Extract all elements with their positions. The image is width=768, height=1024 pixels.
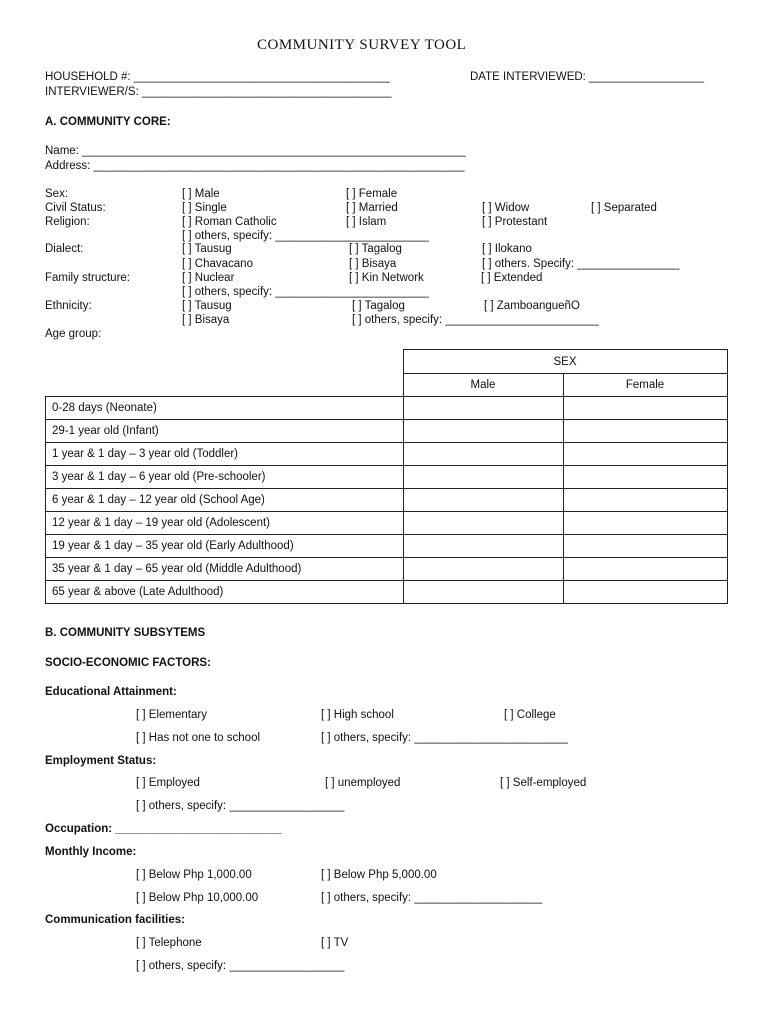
- income-label: Monthly Income:: [45, 846, 137, 858]
- female-cell[interactable]: [563, 443, 727, 466]
- male-cell[interactable]: [403, 466, 563, 489]
- page-title: COMMUNITY SURVEY TOOL: [257, 37, 467, 53]
- age-row-label: 29-1 year old (Infant): [46, 420, 404, 443]
- comm-tv-checkbox[interactable]: [ ] TV: [321, 937, 349, 949]
- sex-header: SEX: [403, 350, 727, 374]
- emp-others-field[interactable]: [ ] others, specify: __________________: [136, 800, 345, 812]
- female-cell[interactable]: [563, 581, 727, 604]
- family-nuclear-checkbox[interactable]: [ ] Nuclear: [182, 272, 235, 284]
- male-cell[interactable]: [403, 443, 563, 466]
- female-cell[interactable]: [563, 489, 727, 512]
- civil-married-checkbox[interactable]: [ ] Married: [346, 202, 398, 214]
- dialect-ilokano-checkbox[interactable]: [ ] Ilokano: [482, 243, 532, 255]
- dialect-others-field[interactable]: [ ] others. Specify: ________________: [482, 258, 680, 270]
- income-1000-checkbox[interactable]: [ ] Below Php 1,000.00: [136, 869, 252, 881]
- age-row-label: 35 year & 1 day – 65 year old (Middle Adulthood): [46, 558, 404, 581]
- civil-widow-checkbox[interactable]: [ ] Widow: [482, 202, 530, 214]
- civil-single-checkbox[interactable]: [ ] Single: [182, 202, 227, 214]
- religion-roman-checkbox[interactable]: [ ] Roman Catholic: [182, 216, 277, 228]
- dialect-bisaya-checkbox[interactable]: [ ] Bisaya: [349, 258, 397, 270]
- female-cell[interactable]: [563, 397, 727, 420]
- ethnicity-tagalog-checkbox[interactable]: [ ] Tagalog: [352, 300, 405, 312]
- ethnicity-zamboangueno-checkbox[interactable]: [ ] ZamboangueñO: [484, 300, 580, 312]
- age-row-label: 0-28 days (Neonate): [46, 397, 404, 420]
- male-cell[interactable]: [403, 397, 563, 420]
- dialect-tagalog-checkbox[interactable]: [ ] Tagalog: [349, 243, 402, 255]
- ethnicity-bisaya-checkbox[interactable]: [ ] Bisaya: [182, 314, 230, 326]
- name-field[interactable]: Name: ____________________________________________________________: [45, 145, 466, 157]
- age-row-label: 65 year & above (Late Adulthood): [46, 581, 404, 604]
- ethnicity-others-field[interactable]: [ ] others, specify: ________________________: [352, 314, 599, 326]
- female-cell[interactable]: [563, 535, 727, 558]
- sex-male-checkbox[interactable]: [ ] Male: [182, 188, 220, 200]
- edu-others-field[interactable]: [ ] others, specify: ________________________: [321, 732, 568, 744]
- income-10000-checkbox[interactable]: [ ] Below Php 10,000.00: [136, 892, 259, 904]
- section-b-heading: B. COMMUNITY SUBSYTEMS: [45, 627, 206, 639]
- table-corner: [46, 350, 404, 397]
- employment-label: Employment Status:: [45, 755, 157, 767]
- ethnicity-tausug-checkbox[interactable]: [ ] Tausug: [182, 300, 232, 312]
- socio-economic-heading: SOCIO-ECONOMIC FACTORS:: [45, 657, 211, 669]
- age-row-label: 1 year & 1 day – 3 year old (Toddler): [46, 443, 404, 466]
- dialect-tausug-checkbox[interactable]: [ ] Tausug: [182, 243, 232, 255]
- dialect-chavacano-checkbox[interactable]: [ ] Chavacano: [182, 258, 253, 270]
- dialect-label: Dialect:: [45, 243, 84, 255]
- female-header: Female: [563, 374, 727, 397]
- edu-highschool-checkbox[interactable]: [ ] High school: [321, 709, 394, 721]
- edu-elementary-checkbox[interactable]: [ ] Elementary: [136, 709, 207, 721]
- male-cell[interactable]: [403, 581, 563, 604]
- income-5000-checkbox[interactable]: [ ] Below Php 5,000.00: [321, 869, 437, 881]
- male-cell[interactable]: [403, 535, 563, 558]
- civil-status-label: Civil Status:: [45, 202, 106, 214]
- interviewer-field[interactable]: INTERVIEWER/S: _______________________________________: [45, 86, 392, 98]
- emp-employed-checkbox[interactable]: [ ] Employed: [136, 777, 200, 789]
- male-cell[interactable]: [403, 558, 563, 581]
- age-row-label: 6 year & 1 day – 12 year old (School Age): [46, 489, 404, 512]
- age-row-label: 12 year & 1 day – 19 year old (Adolescent): [46, 512, 404, 535]
- date-interviewed-field[interactable]: DATE INTERVIEWED: __________________: [470, 71, 705, 83]
- religion-others-field[interactable]: [ ] others, specify: ________________________: [182, 230, 429, 242]
- ethnicity-label: Ethnicity:: [45, 300, 92, 312]
- family-others-field[interactable]: [ ] others, specify: ________________________: [182, 286, 429, 298]
- age-row-label: 3 year & 1 day – 6 year old (Pre-schooler): [46, 466, 404, 489]
- age-group-table: [45, 349, 728, 604]
- male-cell[interactable]: [403, 420, 563, 443]
- emp-unemployed-checkbox[interactable]: [ ] unemployed: [325, 777, 401, 789]
- emp-self-checkbox[interactable]: [ ] Self-employed: [500, 777, 587, 789]
- occupation-field[interactable]: Occupation: __________________________: [45, 823, 282, 835]
- education-label: Educational Attainment:: [45, 686, 177, 698]
- household-field[interactable]: HOUSEHOLD #: ________________________________________: [45, 71, 390, 83]
- communication-label: Communication facilities:: [45, 914, 185, 926]
- comm-others-field[interactable]: [ ] others, specify: __________________: [136, 960, 345, 972]
- religion-protestant-checkbox[interactable]: [ ] Protestant: [482, 216, 548, 228]
- age-group-label: Age group:: [45, 328, 102, 340]
- male-cell[interactable]: [403, 512, 563, 535]
- male-header: Male: [403, 374, 563, 397]
- age-row-label: 19 year & 1 day – 35 year old (Early Adulthood): [46, 535, 404, 558]
- sex-female-checkbox[interactable]: [ ] Female: [346, 188, 398, 200]
- family-kin-checkbox[interactable]: [ ] Kin Network: [349, 272, 424, 284]
- male-cell[interactable]: [403, 489, 563, 512]
- sex-label: Sex:: [45, 188, 69, 200]
- comm-telephone-checkbox[interactable]: [ ] Telephone: [136, 937, 202, 949]
- income-others-field[interactable]: [ ] others, specify: ____________________: [321, 892, 543, 904]
- female-cell[interactable]: [563, 420, 727, 443]
- family-extended-checkbox[interactable]: [ ] Extended: [481, 272, 543, 284]
- religion-islam-checkbox[interactable]: [ ] Islam: [346, 216, 387, 228]
- address-field[interactable]: Address: __________________________________________________________: [45, 160, 465, 172]
- family-structure-label: Family structure:: [45, 272, 130, 284]
- female-cell[interactable]: [563, 512, 727, 535]
- female-cell[interactable]: [563, 558, 727, 581]
- female-cell[interactable]: [563, 466, 727, 489]
- civil-separated-checkbox[interactable]: [ ] Separated: [591, 202, 657, 214]
- edu-none-checkbox[interactable]: [ ] Has not one to school: [136, 732, 261, 744]
- religion-label: Religion:: [45, 216, 90, 228]
- section-a-heading: A. COMMUNITY CORE:: [45, 116, 171, 128]
- edu-college-checkbox[interactable]: [ ] College: [504, 709, 556, 721]
